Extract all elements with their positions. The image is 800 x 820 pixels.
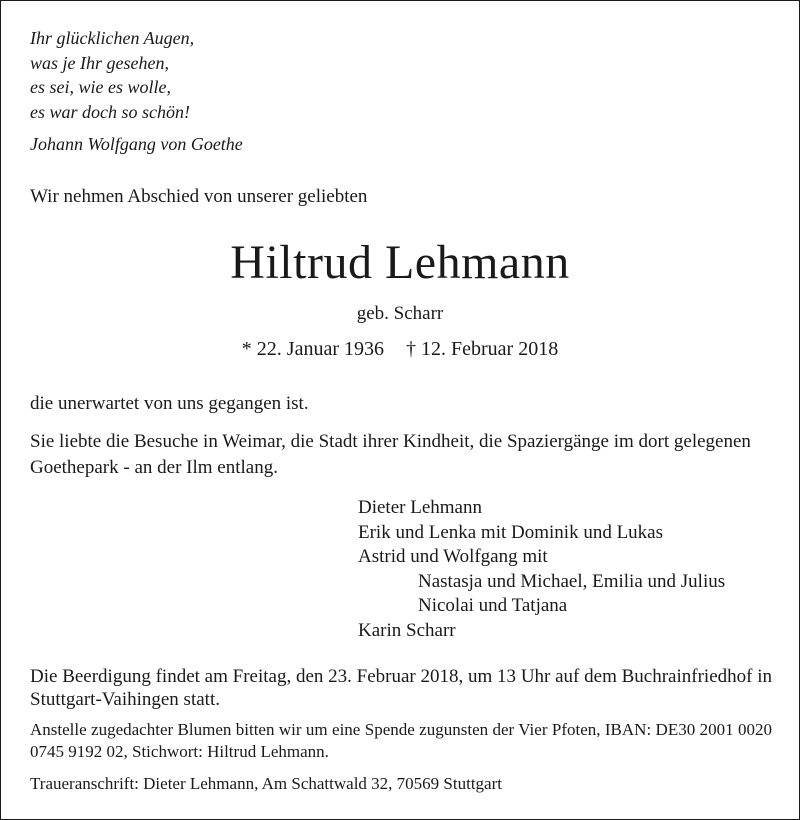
mourner: Karin Scharr (358, 619, 456, 641)
death-date: † 12. Februar 2018 (406, 338, 559, 360)
poem-line: was je Ihr gesehen, (30, 52, 169, 73)
mourning-address: Traueranschrift: Dieter Lehmann, Am Schattwald 32, 70569 Stuttgart (30, 774, 502, 793)
birth-date: * 22. Januar 1936 (241, 338, 384, 360)
mourner: Nicolai und Tatjana (418, 595, 568, 616)
funeral-info: Die Beerdigung findet am Freitag, den 23. Februar 2018, um 13 Uhr auf dem Buchrainfriedhof in Stuttgart-Vaihingen statt. (30, 666, 772, 710)
donation-info: Anstelle zugedachter Blumen bitten wir um eine Spende zugunsten der Vier Pfoten, IBAN: DE30 2001 0020 0745 9192 02, Stichwort: Hiltrud Lehmann. (30, 720, 772, 761)
maiden-name: geb. Scharr (356, 303, 444, 324)
poem-line: es sei, wie es wolle, (30, 77, 171, 97)
mourner: Astrid und Wolfgang mit (358, 546, 548, 567)
mourners-list (358, 496, 725, 643)
passed-text: die unerwartet von uns gegangen ist. (30, 393, 309, 414)
poem-author: Johann Wolfgang von Goethe (30, 134, 243, 154)
mourner: Erik und Lenka mit Dominik und Lukas (358, 521, 664, 543)
mourner: Dieter Lehmann (358, 497, 482, 518)
intro-text: Wir nehmen Abschied von unserer geliebten (30, 186, 368, 207)
poem-line: es war doch so schön! (30, 101, 190, 122)
poem-line: Ihr glücklichen Augen, (30, 28, 195, 48)
life-dates (0, 338, 800, 361)
deceased-name: Hiltrud Lehmann (230, 236, 570, 289)
mourner: Nastasja und Michael, Emilia und Julius (418, 570, 726, 592)
poem-quote (30, 26, 194, 124)
memory-text: Sie liebte die Besuche in Weimar, die Stadt ihrer Kindheit, die Spaziergänge im dort gelegenen Goethepark - an der Ilm entlang. (30, 431, 751, 478)
